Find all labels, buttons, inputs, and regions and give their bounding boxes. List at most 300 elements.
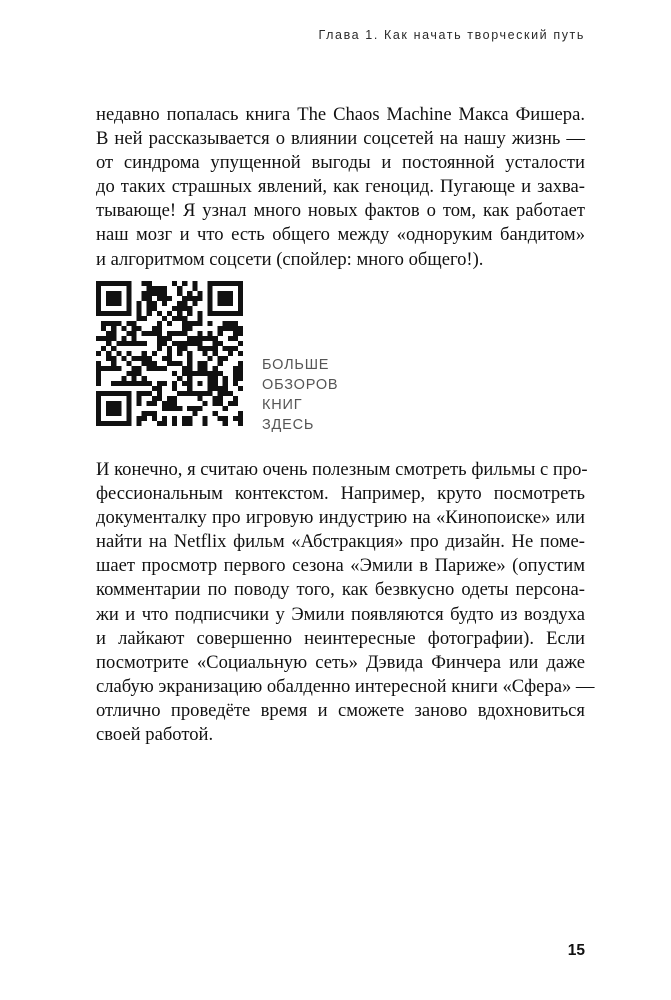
- qr-module: [142, 291, 147, 296]
- qr-module: [116, 281, 121, 286]
- qr-code[interactable]: [96, 281, 243, 426]
- qr-module: [157, 386, 162, 391]
- qr-module: [233, 326, 238, 331]
- qr-module: [208, 321, 213, 326]
- qr-module: [208, 306, 213, 311]
- qr-module: [172, 341, 177, 346]
- qr-module: [111, 401, 116, 406]
- qr-module: [197, 296, 202, 301]
- qr-module: [116, 341, 121, 346]
- qr-module: [137, 396, 142, 401]
- qr-module: [157, 381, 162, 386]
- qr-module: [126, 391, 131, 396]
- qr-module: [121, 336, 126, 341]
- qr-module: [182, 381, 187, 386]
- qr-module: [218, 401, 223, 406]
- qr-module: [177, 286, 182, 291]
- qr-module: [187, 326, 192, 331]
- qr-module: [152, 286, 157, 291]
- qr-module: [162, 406, 167, 411]
- qr-module: [187, 291, 192, 296]
- qr-module: [187, 351, 192, 356]
- qr-module: [213, 386, 218, 391]
- qr-module: [101, 346, 106, 351]
- qr-module: [172, 381, 177, 386]
- qr-module: [208, 346, 213, 351]
- qr-module: [111, 421, 116, 426]
- qr-module: [137, 316, 142, 321]
- qr-module: [228, 401, 233, 406]
- qr-module: [111, 331, 116, 336]
- qr-module: [162, 296, 167, 301]
- qr-module: [106, 336, 111, 341]
- qr-module: [177, 311, 182, 316]
- qr-module: [223, 406, 228, 411]
- qr-module: [208, 281, 213, 286]
- qr-module: [137, 381, 142, 386]
- qr-module: [182, 306, 187, 311]
- qr-module: [96, 301, 101, 306]
- qr-module: [121, 326, 126, 331]
- qr-module: [238, 421, 243, 426]
- qr-module: [116, 321, 121, 326]
- qr-module: [137, 391, 142, 396]
- qr-module: [121, 376, 126, 381]
- qr-module: [233, 331, 238, 336]
- qr-module: [137, 366, 142, 371]
- qr-module: [223, 296, 228, 301]
- paragraph-2-line: и лайкают совершенно неинтересные фотографии). Если: [96, 627, 585, 649]
- qr-module: [131, 376, 136, 381]
- qr-module: [101, 326, 106, 331]
- qr-module: [131, 356, 136, 361]
- qr-module: [228, 346, 233, 351]
- qr-module: [238, 411, 243, 416]
- qr-module: [202, 421, 207, 426]
- qr-module: [152, 416, 157, 421]
- qr-module: [177, 291, 182, 296]
- qr-module: [147, 401, 152, 406]
- qr-module: [213, 411, 218, 416]
- qr-module: [192, 301, 197, 306]
- qr-module: [106, 311, 111, 316]
- qr-module: [157, 341, 162, 346]
- qr-module: [187, 321, 192, 326]
- qr-module: [208, 311, 213, 316]
- qr-module: [223, 321, 228, 326]
- qr-module: [238, 371, 243, 376]
- paragraph-2-line: документалку про игровую индустрию на «Кинопоиске» или: [96, 507, 585, 529]
- qr-module: [208, 286, 213, 291]
- qr-module: [121, 381, 126, 386]
- qr-module: [197, 371, 202, 376]
- qr-module: [177, 376, 182, 381]
- qr-module: [157, 336, 162, 341]
- qr-module: [137, 301, 142, 306]
- qr-module: [197, 336, 202, 341]
- qr-module: [111, 301, 116, 306]
- qr-module: [147, 366, 152, 371]
- qr-module: [116, 311, 121, 316]
- qr-module: [223, 391, 228, 396]
- qr-module: [228, 391, 233, 396]
- qr-module: [177, 301, 182, 306]
- qr-module: [202, 416, 207, 421]
- qr-module: [213, 371, 218, 376]
- qr-module: [152, 306, 157, 311]
- qr-module: [233, 401, 238, 406]
- qr-module: [157, 296, 162, 301]
- qr-module: [157, 291, 162, 296]
- paragraph-2-line: шает просмотр первого сезона «Эмили в Париже» (опустим: [96, 555, 585, 577]
- qr-module: [147, 281, 152, 286]
- qr-module: [172, 396, 177, 401]
- qr-module: [162, 421, 167, 426]
- qr-module: [208, 331, 213, 336]
- qr-module: [101, 391, 106, 396]
- qr-module: [126, 416, 131, 421]
- qr-module: [106, 421, 111, 426]
- qr-module: [101, 336, 106, 341]
- qr-module: [182, 321, 187, 326]
- qr-module: [202, 361, 207, 366]
- qr-module: [126, 351, 131, 356]
- qr-module: [106, 291, 111, 296]
- qr-module: [213, 366, 218, 371]
- qr-module: [223, 346, 228, 351]
- qr-module: [218, 416, 223, 421]
- qr-module: [208, 391, 213, 396]
- qr-module: [218, 331, 223, 336]
- paragraph-1-line: до таких страшных явлений, как геноцид. Пугающе и захва-: [96, 176, 585, 198]
- qr-module: [238, 331, 243, 336]
- qr-module: [187, 296, 192, 301]
- qr-module: [142, 391, 147, 396]
- qr-module: [162, 301, 167, 306]
- qr-module: [172, 371, 177, 376]
- qr-module: [208, 371, 213, 376]
- qr-module: [208, 381, 213, 386]
- qr-module: [182, 301, 187, 306]
- qr-module: [116, 366, 121, 371]
- qr-module: [96, 286, 101, 291]
- qr-module: [126, 371, 131, 376]
- qr-module: [208, 386, 213, 391]
- qr-module: [96, 306, 101, 311]
- qr-module: [182, 326, 187, 331]
- qr-module: [96, 411, 101, 416]
- qr-module: [96, 361, 101, 366]
- qr-module: [223, 381, 228, 386]
- qr-module: [218, 341, 223, 346]
- qr-module: [152, 386, 157, 391]
- qr-module: [218, 301, 223, 306]
- qr-module: [192, 371, 197, 376]
- qr-module: [238, 291, 243, 296]
- paragraph-1-line: от синдрома упущенной выгоды и постоянной усталости: [96, 152, 585, 174]
- qr-module: [233, 376, 238, 381]
- paragraph-2-line: отлично проведёте время и сможете заново вдохновиться: [96, 699, 585, 721]
- qr-module: [218, 371, 223, 376]
- qr-module: [167, 321, 172, 326]
- qr-module: [238, 366, 243, 371]
- qr-module: [147, 356, 152, 361]
- qr-module: [192, 296, 197, 301]
- qr-module: [101, 281, 106, 286]
- qr-module: [167, 351, 172, 356]
- page-number: 15: [567, 942, 585, 959]
- qr-module: [131, 371, 136, 376]
- qr-module: [126, 406, 131, 411]
- qr-module: [126, 361, 131, 366]
- qr-module: [218, 311, 223, 316]
- qr-module: [218, 356, 223, 361]
- qr-module: [106, 401, 111, 406]
- qr-module: [197, 291, 202, 296]
- qr-module: [172, 316, 177, 321]
- qr-module: [121, 421, 126, 426]
- qr-module: [213, 341, 218, 346]
- qr-module: [147, 301, 152, 306]
- qr-module: [111, 406, 116, 411]
- qr-module: [223, 311, 228, 316]
- paragraph-2-line: фессиональным контекстом. Например, круто посмотреть: [96, 483, 585, 505]
- qr-module: [157, 366, 162, 371]
- qr-module: [172, 361, 177, 366]
- qr-module: [228, 296, 233, 301]
- qr-module: [111, 411, 116, 416]
- qr-module: [223, 416, 228, 421]
- qr-module: [106, 301, 111, 306]
- qr-module: [172, 401, 177, 406]
- qr-module: [106, 321, 111, 326]
- qr-module: [137, 326, 142, 331]
- qr-module: [96, 381, 101, 386]
- qr-module: [218, 396, 223, 401]
- qr-module: [228, 281, 233, 286]
- qr-module: [187, 406, 192, 411]
- qr-module: [213, 281, 218, 286]
- qr-module: [111, 321, 116, 326]
- qr-module: [167, 396, 172, 401]
- qr-module: [96, 371, 101, 376]
- qr-module: [111, 366, 116, 371]
- qr-module: [223, 281, 228, 286]
- qr-module: [208, 296, 213, 301]
- qr-module: [177, 346, 182, 351]
- qr-module: [162, 356, 167, 361]
- qr-module: [121, 311, 126, 316]
- qr-module: [213, 311, 218, 316]
- qr-module: [126, 411, 131, 416]
- qr-module: [182, 366, 187, 371]
- qr-module: [208, 301, 213, 306]
- qr-module: [126, 321, 131, 326]
- qr-module: [192, 286, 197, 291]
- qr-module: [197, 311, 202, 316]
- qr-module: [218, 296, 223, 301]
- qr-module: [142, 361, 147, 366]
- qr-module: [167, 356, 172, 361]
- qr-module: [142, 281, 147, 286]
- qr-module: [152, 291, 157, 296]
- qr-module: [233, 396, 238, 401]
- qr-module: [152, 361, 157, 366]
- qr-module: [192, 411, 197, 416]
- qr-module: [131, 321, 136, 326]
- qr-module: [96, 351, 101, 356]
- qr-module: [202, 391, 207, 396]
- qr-module: [157, 311, 162, 316]
- qr-module: [187, 391, 192, 396]
- qr-module: [213, 346, 218, 351]
- qr-module: [96, 421, 101, 426]
- qr-module: [111, 381, 116, 386]
- qr-module: [167, 311, 172, 316]
- qr-module: [238, 416, 243, 421]
- qr-module: [202, 336, 207, 341]
- qr-module: [101, 311, 106, 316]
- qr-module: [137, 371, 142, 376]
- qr-module: [137, 306, 142, 311]
- qr-module: [238, 341, 243, 346]
- qr-module: [111, 346, 116, 351]
- qr-module: [162, 366, 167, 371]
- qr-module: [126, 401, 131, 406]
- qr-module: [223, 326, 228, 331]
- qr-module: [152, 331, 157, 336]
- qr-module: [167, 346, 172, 351]
- qr-module: [147, 391, 152, 396]
- qr-module: [167, 331, 172, 336]
- qr-module: [167, 336, 172, 341]
- qr-module: [147, 311, 152, 316]
- qr-module: [116, 381, 121, 386]
- qr-module: [147, 306, 152, 311]
- qr-module: [126, 396, 131, 401]
- qr-module: [177, 406, 182, 411]
- qr-module: [213, 351, 218, 356]
- qr-module: [182, 316, 187, 321]
- qr-module: [218, 281, 223, 286]
- qr-module: [182, 346, 187, 351]
- paragraph-2-line: слабую экранизацию обалденно интересной книги «Сфера» —: [96, 675, 595, 697]
- qr-module: [208, 376, 213, 381]
- qr-module: [137, 311, 142, 316]
- qr-module: [96, 311, 101, 316]
- qr-module: [162, 381, 167, 386]
- qr-module: [238, 296, 243, 301]
- qr-module: [228, 336, 233, 341]
- qr-module: [223, 356, 228, 361]
- qr-module: [187, 306, 192, 311]
- qr-caption: [262, 355, 338, 435]
- qr-module: [126, 286, 131, 291]
- qr-module: [182, 421, 187, 426]
- qr-module: [142, 356, 147, 361]
- qr-module: [187, 336, 192, 341]
- qr-module: [96, 391, 101, 396]
- qr-module: [142, 351, 147, 356]
- paragraph-1-line: тывающе! Я узнал много новых фактов о том, как работает: [96, 200, 585, 222]
- qr-module: [106, 411, 111, 416]
- qr-module: [126, 331, 131, 336]
- qr-module: [228, 291, 233, 296]
- qr-module: [126, 296, 131, 301]
- qr-module: [223, 421, 228, 426]
- qr-module: [111, 391, 116, 396]
- qr-module: [101, 321, 106, 326]
- qr-module: [197, 366, 202, 371]
- qr-module: [223, 291, 228, 296]
- qr-module: [152, 411, 157, 416]
- qr-module: [162, 336, 167, 341]
- qr-module: [116, 421, 121, 426]
- qr-module: [121, 281, 126, 286]
- qr-module: [192, 281, 197, 286]
- paragraph-1: [96, 103, 585, 272]
- qr-module: [177, 306, 182, 311]
- qr-module: [182, 296, 187, 301]
- qr-module: [187, 381, 192, 386]
- qr-module: [218, 326, 223, 331]
- qr-module: [167, 406, 172, 411]
- paragraph-2-line: найти на Netflix фильм «Абстракция» про дизайн. Не поме-: [96, 531, 585, 553]
- qr-module: [152, 396, 157, 401]
- qr-module: [142, 411, 147, 416]
- qr-module: [197, 361, 202, 366]
- qr-module: [223, 386, 228, 391]
- paragraph-2-line: посмотрите «Социальную сеть» Дэвида Финчера или даже: [96, 651, 585, 673]
- qr-module: [147, 331, 152, 336]
- qr-module: [106, 391, 111, 396]
- qr-module: [228, 326, 233, 331]
- qr-module: [106, 331, 111, 336]
- qr-module: [223, 301, 228, 306]
- qr-module: [167, 401, 172, 406]
- qr-module: [182, 281, 187, 286]
- qr-module: [182, 331, 187, 336]
- qr-module: [202, 401, 207, 406]
- qr-module: [187, 341, 192, 346]
- qr-module: [167, 361, 172, 366]
- qr-module: [131, 326, 136, 331]
- qr-module: [111, 311, 116, 316]
- qr-module: [126, 311, 131, 316]
- paragraph-2-line: жи и что подписчики у Эмили появляются будто из воздуха: [96, 603, 585, 625]
- qr-module: [126, 381, 131, 386]
- qr-module: [172, 406, 177, 411]
- qr-module: [187, 371, 192, 376]
- qr-module: [96, 406, 101, 411]
- qr-module: [202, 351, 207, 356]
- qr-module: [172, 386, 177, 391]
- paragraph-2-line: комментарии по поводу того, как безвкусно одеты персона-: [96, 579, 585, 601]
- qr-module: [96, 296, 101, 301]
- qr-module: [147, 291, 152, 296]
- qr-module: [157, 331, 162, 336]
- qr-module: [182, 371, 187, 376]
- qr-module: [116, 351, 121, 356]
- qr-module: [197, 396, 202, 401]
- qr-module: [238, 361, 243, 366]
- qr-module: [96, 416, 101, 421]
- qr-module: [233, 346, 238, 351]
- qr-module: [106, 281, 111, 286]
- qr-module: [177, 351, 182, 356]
- qr-module: [137, 416, 142, 421]
- qr-module: [187, 416, 192, 421]
